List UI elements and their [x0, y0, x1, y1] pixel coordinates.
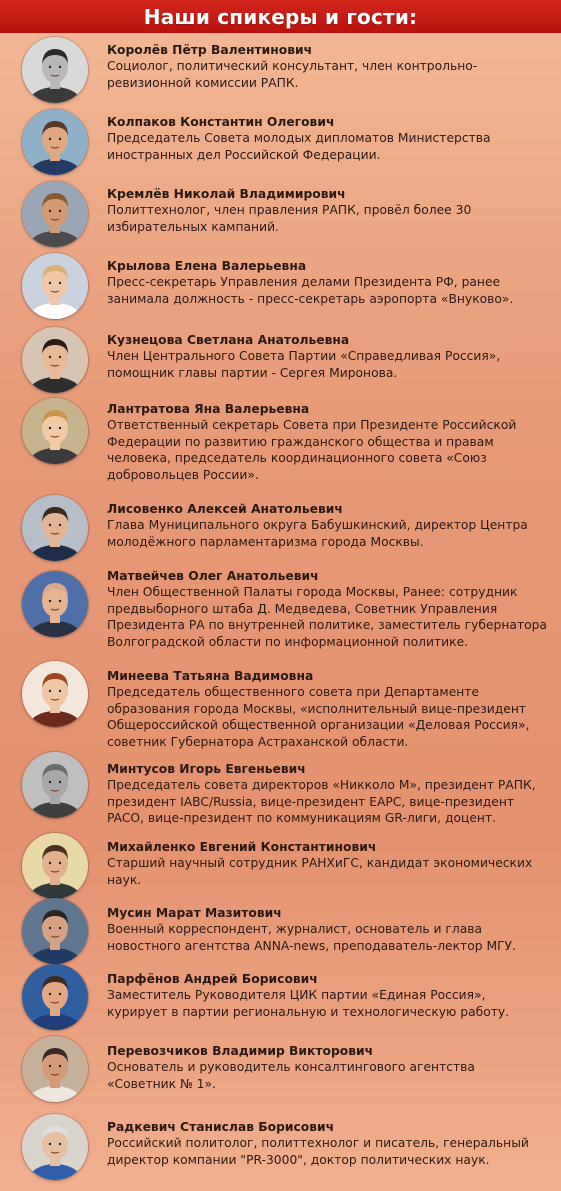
- speaker-name: Лантратова Яна Валерьевна: [107, 402, 310, 416]
- speaker-description: Российский политолог, политтехнолог и писатель, генеральный директор компании "PR-3000", доктор политических наук.: [107, 1136, 529, 1167]
- speaker-name: Михайленко Евгений Константинович: [107, 840, 377, 854]
- speaker-photo: [22, 109, 88, 175]
- speaker-photo: [22, 398, 88, 464]
- speaker-text: [107, 839, 547, 888]
- speaker-description: Председатель Совета молодых дипломатов Министерства иностранных дел Российской Федерации.: [107, 131, 491, 162]
- speaker-description: Член Общественной Палаты города Москвы, Ранее: сотрудник предвыборного штаба Д. Медведева, Советник Управления Президента РА по внутренней политике, заместитель губернатора Волгоградской области по информационной политике.: [107, 585, 547, 649]
- speaker-description: Политтехнолог, член правления РАПК, провёл более 30 избирательных кампаний.: [107, 203, 472, 234]
- speaker-description: Глава Муниципального округа Бабушкинский, директор Центра молодёжного парламентаризма города Москвы.: [107, 518, 528, 549]
- speaker-description: Социолог, политический консультант, член контрольно-ревизионной комиссии РАПК.: [107, 59, 478, 90]
- speaker-description: Председатель совета директоров «Никколо М», президент РАПК, президент IABC/Russia, вице-президент EAPC, вице-президент PACO, вице-президент по коммуникациям GR-лиги, доцент.: [107, 778, 536, 826]
- speaker-photo: [22, 571, 88, 637]
- speaker-description: Старший научный сотрудник РАНХиГС, кандидат экономических наук.: [107, 856, 533, 887]
- speaker-photo: [22, 833, 88, 899]
- header-banner: [0, 0, 561, 33]
- speaker-name: Кремлёв Николай Владимирович: [107, 187, 346, 201]
- speaker-description: Основатель и руководитель консалтингового агентства «Советник № 1».: [107, 1060, 475, 1091]
- speaker-text: [107, 114, 547, 163]
- speaker-description: Ответственный секретарь Совета при Президенте Российской Федерации по развитию гражданского общества и правам человека, председатель координационного совета «Союз добровольцев России».: [107, 418, 517, 482]
- speaker-text: [107, 905, 547, 954]
- speaker-photo: [22, 964, 88, 1030]
- speaker-description: Заместитель Руководителя ЦИК партии «Единая Россия», курирует в партии региональную и технологическую работу.: [107, 988, 510, 1019]
- speaker-text: [107, 1119, 547, 1168]
- speaker-photo: [22, 1114, 88, 1180]
- speaker-photo: [22, 181, 88, 247]
- speaker-name: Минтусов Игорь Евгеньевич: [107, 762, 306, 776]
- page-title: Наши спикеры и гости:: [143, 4, 418, 29]
- speaker-name: Королёв Пётр Валентинович: [107, 43, 313, 57]
- speaker-text: [107, 501, 547, 550]
- speaker-text: [107, 668, 547, 750]
- speaker-photo: [22, 37, 88, 103]
- speaker-name: Минеева Татьяна Вадимовна: [107, 669, 314, 683]
- speaker-text: [107, 401, 547, 483]
- speaker-name: Перевозчиков Владимир Викторович: [107, 1044, 374, 1058]
- speaker-text: [107, 971, 547, 1020]
- speaker-text: [107, 42, 547, 91]
- speaker-text: [107, 332, 547, 381]
- speaker-text: [107, 186, 547, 235]
- speaker-description: Председатель общественного совета при Департаменте образования города Москвы, «исполнительный вице-президент Общероссийской общественной организации «Деловая Россия», советник Губернатора Астраханской области.: [107, 685, 530, 749]
- speaker-name: Мусин Марат Мазитович: [107, 906, 282, 920]
- speaker-name: Матвейчев Олег Анатольевич: [107, 569, 319, 583]
- speaker-photo: [22, 327, 88, 393]
- speaker-photo: [22, 253, 88, 319]
- speaker-photo: [22, 752, 88, 818]
- speaker-text: [107, 761, 547, 827]
- speaker-description: Пресс-секретарь Управления делами Президента РФ, ранее занимала должность - пресс-секретарь аэропорта «Внуково».: [107, 275, 514, 306]
- speaker-name: Радкевич Станислав Борисович: [107, 1120, 335, 1134]
- speaker-description: Военный корреспондент, журналист, основатель и глава новостного агентства ANNA-news, преподаватель-лектор МГУ.: [107, 922, 516, 953]
- speaker-text: [107, 258, 547, 307]
- speaker-text: [107, 568, 547, 650]
- speaker-photo: [22, 495, 88, 561]
- speaker-name: Крылова Елена Валерьевна: [107, 259, 307, 273]
- speaker-photo: [22, 1036, 88, 1102]
- speaker-text: [107, 1043, 547, 1092]
- speaker-name: Лисовенко Алексей Анатольевич: [107, 502, 343, 516]
- speaker-name: Колпаков Константин Олегович: [107, 115, 335, 129]
- speaker-description: Член Центрального Совета Партии «Справедливая Россия», помощник главы партии - Сергея Миронова.: [107, 349, 501, 380]
- speaker-name: Парфёнов Андрей Борисович: [107, 972, 318, 986]
- speaker-photo: [22, 898, 88, 964]
- speaker-photo: [22, 661, 88, 727]
- speaker-name: Кузнецова Светлана Анатольевна: [107, 333, 350, 347]
